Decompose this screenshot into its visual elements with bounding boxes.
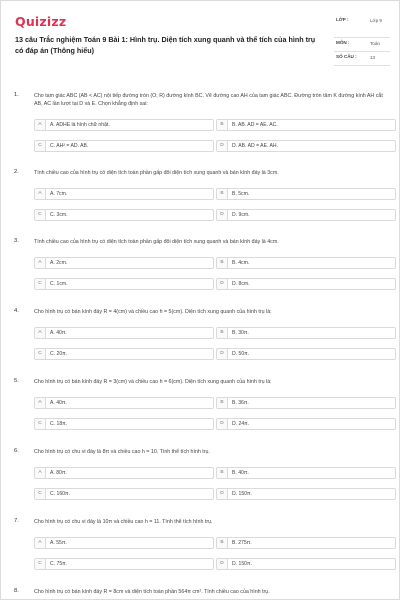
option-text: B. 30π.	[232, 330, 249, 336]
option-c[interactable]	[34, 209, 214, 221]
option-letter: B	[217, 189, 228, 199]
option-letter: C	[35, 141, 46, 151]
question-number: 5.	[14, 378, 19, 384]
option-letter: B	[217, 398, 228, 408]
option-text: A. 55π.	[50, 540, 67, 546]
option-letter: D	[217, 279, 228, 289]
option-text: D. 150π.	[232, 561, 252, 567]
question-number: 4.	[14, 308, 19, 314]
option-text: A. 80π.	[50, 470, 67, 476]
option-c[interactable]	[34, 278, 214, 290]
option-text: C. 75π.	[50, 561, 68, 567]
option-letter: A	[35, 258, 46, 268]
subject-value: Toán	[370, 41, 380, 46]
option-text: D. 50π.	[232, 351, 250, 357]
option-letter: D	[217, 210, 228, 220]
option-letter: C	[35, 419, 46, 429]
question-number: 3.	[14, 238, 19, 244]
option-text: B. 36π.	[232, 400, 249, 406]
question-text: Cho hình trụ có bán kính đáy R = 3(cm) và chiều cao h = 6(cm). Diện tích xung quanh của hình trụ là:	[34, 379, 272, 385]
meta-class-row	[334, 15, 390, 38]
option-letter: B	[217, 258, 228, 268]
option-a[interactable]	[34, 467, 214, 479]
option-b[interactable]	[216, 257, 396, 269]
option-text: B. AB. AD = AE. AC.	[232, 122, 278, 128]
option-b[interactable]	[216, 188, 396, 200]
option-b[interactable]	[216, 537, 396, 549]
option-text: A. 2cm.	[50, 260, 68, 266]
option-letter: B	[217, 328, 228, 338]
question-text: Cho tam giác ABC (AB < AC) nội tiếp đường tròn (O; R) đường kính BC. Vẽ đường cao AH của tam giác ABC. Đường tròn tâm K đường kính AH cắt AB, AC lần lượt tại D và E. Chọn khẳng định sai:	[34, 93, 383, 107]
question-number: 2.	[14, 169, 19, 175]
option-letter: D	[217, 141, 228, 151]
question-number: 6.	[14, 448, 19, 454]
option-letter: C	[35, 559, 46, 569]
option-letter: A	[35, 468, 46, 478]
question-text: Cho hình trụ có bán kính đáy R = 8cm và diện tích toàn phần 564π cm². Tính chiều cao của hình trụ.	[34, 589, 270, 595]
option-text: B. 40π.	[232, 470, 249, 476]
question-text: Cho hình trụ có bán kính đáy R = 4(cm) và chiều cao h = 5(cm). Diện tích xung quanh của hình trụ là:	[34, 309, 272, 315]
option-text: B. 5cm.	[232, 191, 250, 197]
option-c[interactable]	[34, 418, 214, 430]
option-d[interactable]	[216, 348, 396, 360]
option-letter: C	[35, 349, 46, 359]
option-letter: C	[35, 210, 46, 220]
option-text: A. 40π.	[50, 400, 67, 406]
question-text: Tính chiều cao của hình trụ có diện tích toàn phần gấp đôi diện tích xung quanh và bán kính đáy là 4cm.	[34, 239, 279, 245]
option-letter: D	[217, 559, 228, 569]
count-label: SỐ CÂU :	[336, 54, 357, 59]
option-b[interactable]	[216, 397, 396, 409]
worksheet-title: 13 câu Trắc nghiệm Toán 9 Bài 1: Hình trụ. Diện tích xung quanh và thể tích của hình trụ có đáp án (Thông hiểu)	[15, 35, 316, 55]
class-label: LỚP :	[336, 17, 349, 22]
option-text: D. AB. AD = AE. AH.	[232, 143, 279, 149]
option-text: C. 1cm.	[50, 281, 68, 287]
option-text: C. 20π.	[50, 351, 68, 357]
question-text: Tính chiều cao của hình trụ có diện tích toàn phần gấp đôi diện tích xung quanh và bán kính đáy là 3cm.	[34, 170, 279, 176]
option-letter: C	[35, 279, 46, 289]
count-value: 13	[370, 55, 376, 60]
option-d[interactable]	[216, 140, 396, 152]
option-letter: B	[217, 538, 228, 548]
option-a[interactable]	[34, 119, 214, 131]
option-d[interactable]	[216, 278, 396, 290]
option-d[interactable]	[216, 558, 396, 570]
quizizz-logo: Quizizz	[15, 14, 67, 29]
option-b[interactable]	[216, 119, 396, 131]
question-text: Cho hình trụ có chu vi đáy là 8π và chiều cao h = 10. Tính thể tích hình trụ.	[34, 449, 210, 455]
option-text: C. AH² = AD. AB.	[50, 143, 89, 149]
option-text: D. 9cm.	[232, 212, 250, 218]
option-a[interactable]	[34, 327, 214, 339]
option-letter: D	[217, 349, 228, 359]
subject-label: MÔN :	[336, 40, 350, 45]
meta-box	[334, 15, 390, 66]
meta-subject-row	[334, 38, 390, 52]
option-d[interactable]	[216, 418, 396, 430]
option-c[interactable]	[34, 348, 214, 360]
question-text: Cho hình trụ có chu vi đáy là 10π và chiều cao h = 11. Tính thể tích hình trụ.	[34, 519, 213, 525]
option-letter: B	[217, 120, 228, 130]
option-text: C. 3cm.	[50, 212, 68, 218]
option-letter: D	[217, 489, 228, 499]
option-letter: C	[35, 489, 46, 499]
option-a[interactable]	[34, 257, 214, 269]
meta-count-row	[334, 52, 390, 66]
option-a[interactable]	[34, 397, 214, 409]
option-c[interactable]	[34, 558, 214, 570]
option-a[interactable]	[34, 188, 214, 200]
option-c[interactable]	[34, 140, 214, 152]
class-value: Lớp 9	[370, 18, 382, 23]
option-text: A. 7cm.	[50, 191, 68, 197]
option-letter: A	[35, 328, 46, 338]
option-b[interactable]	[216, 467, 396, 479]
option-a[interactable]	[34, 537, 214, 549]
option-text: D. 150π.	[232, 491, 252, 497]
option-letter: D	[217, 419, 228, 429]
question-number: 8.	[14, 588, 19, 594]
option-text: C. 18π.	[50, 421, 68, 427]
option-d[interactable]	[216, 209, 396, 221]
option-text: C. 160π.	[50, 491, 70, 497]
option-text: A. ADHE là hình chữ nhật.	[50, 122, 110, 128]
option-text: A. 40π.	[50, 330, 67, 336]
option-letter: A	[35, 189, 46, 199]
option-text: B. 275π.	[232, 540, 252, 546]
option-text: B. 4cm.	[232, 260, 250, 266]
option-text: D. 8cm.	[232, 281, 250, 287]
option-letter: A	[35, 538, 46, 548]
option-d[interactable]	[216, 488, 396, 500]
option-letter: A	[35, 398, 46, 408]
question-number: 1.	[14, 92, 19, 98]
option-b[interactable]	[216, 327, 396, 339]
option-c[interactable]	[34, 488, 214, 500]
option-letter: A	[35, 120, 46, 130]
question-number: 7.	[14, 518, 19, 524]
option-letter: B	[217, 468, 228, 478]
option-text: D. 24π.	[232, 421, 250, 427]
